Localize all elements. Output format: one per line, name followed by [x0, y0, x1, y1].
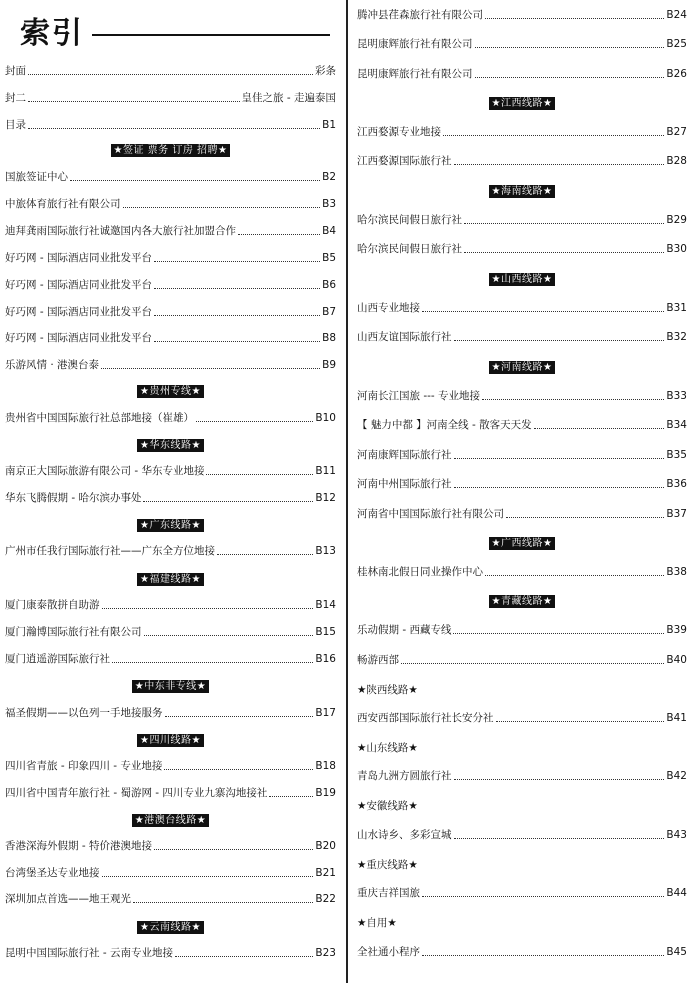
- section-heading: [357, 536, 687, 550]
- dot-leader: [175, 955, 313, 957]
- index-entry: [357, 65, 687, 83]
- entry-page-ref: B4: [322, 225, 336, 237]
- dot-leader: [28, 73, 313, 75]
- dot-leader: [422, 895, 664, 897]
- index-entry: [5, 596, 336, 614]
- dot-leader: [123, 206, 321, 208]
- section-heading-label: ★华东线路★: [137, 439, 204, 452]
- entry-page-ref: B16: [315, 653, 336, 665]
- entry-label: 福圣假期——以色列一手地接服务: [5, 707, 163, 719]
- dot-leader: [154, 848, 313, 850]
- dot-leader: [454, 163, 665, 165]
- entry-label: 好巧网 - 国际酒店同业批发平台: [5, 252, 152, 264]
- index-entry: [5, 757, 336, 775]
- entry-label: 青岛九洲方圆旅行社: [357, 770, 452, 782]
- dot-leader: [165, 715, 314, 717]
- index-entry: [5, 168, 336, 186]
- index-entry: [357, 621, 687, 639]
- index-entry: [5, 944, 336, 962]
- index-entry: [357, 211, 687, 229]
- index-entry: [357, 884, 687, 902]
- entry-label: 桂林南北假日同业操作中心: [357, 566, 483, 578]
- dot-leader: [443, 134, 664, 136]
- entry-label: 好巧网 - 国际酒店同业批发平台: [5, 332, 152, 344]
- entry-page-ref: B6: [322, 279, 336, 291]
- index-entry: [357, 35, 687, 53]
- dot-leader: [534, 427, 665, 429]
- dot-leader: [454, 837, 665, 839]
- index-entry: [5, 650, 336, 668]
- index-entry: [5, 784, 336, 802]
- dot-leader: [206, 473, 313, 475]
- section-heading: [5, 813, 336, 827]
- entry-label: 华东飞腾假期 - 哈尔滨办事处: [5, 492, 142, 504]
- index-entry: [5, 249, 336, 267]
- index-entry: [357, 299, 687, 317]
- dot-leader: [112, 661, 313, 663]
- section-heading: [5, 518, 336, 532]
- section-heading-label: ★云南线路★: [137, 921, 204, 934]
- entry-page-ref: B39: [666, 624, 687, 636]
- section-heading-label: ★海南线路★: [489, 185, 556, 198]
- index-entry: [357, 328, 687, 346]
- dot-leader: [154, 287, 320, 289]
- entry-label: 腾冲县荏森旅行社有限公司: [357, 9, 483, 21]
- index-entry: [5, 409, 336, 427]
- dot-leader: [238, 233, 320, 235]
- section-heading-label: ★中东非专线★: [132, 680, 209, 693]
- section-heading: [5, 572, 336, 586]
- index-entry: [5, 704, 336, 722]
- entry-page-ref: B30: [666, 243, 687, 255]
- index-entry: [5, 623, 336, 641]
- entry-label: 贵州省中国国际旅行社总部地接（崔雄）: [5, 412, 194, 424]
- entry-label: 重庆吉祥国旅: [357, 887, 420, 899]
- entry-page-ref: B45: [666, 946, 687, 958]
- entry-label: 昆明康辉旅行社有限公司: [357, 38, 473, 50]
- section-heading: ★安徽线路★: [357, 800, 418, 812]
- entry-page-ref: 彩条: [315, 65, 336, 77]
- section-heading: [5, 733, 336, 747]
- entry-page-ref: B22: [315, 893, 336, 905]
- dot-leader: [454, 339, 665, 341]
- section-heading-label: ★广东线路★: [137, 519, 204, 532]
- index-entry: [5, 489, 336, 507]
- entry-label: 好巧网 - 国际酒店同业批发平台: [5, 306, 152, 318]
- index-entry: [5, 89, 336, 107]
- dot-leader: [217, 553, 313, 555]
- index-entry: [5, 329, 336, 347]
- dot-leader: [485, 17, 664, 19]
- entry-page-ref: B7: [322, 306, 336, 318]
- entry-page-ref: B23: [315, 947, 336, 959]
- section-heading: [5, 143, 336, 157]
- index-entry: [5, 116, 336, 134]
- entry-page-ref: B3: [322, 198, 336, 210]
- dot-leader: [154, 260, 320, 262]
- index-entry: [357, 563, 687, 581]
- index-entry: [5, 462, 336, 480]
- dot-leader: [28, 100, 240, 102]
- entry-page-ref: B28: [666, 155, 687, 167]
- section-heading: ★自用★: [357, 917, 397, 929]
- section-heading-label: ★河南线路★: [489, 361, 556, 374]
- entry-page-ref: B15: [315, 626, 336, 638]
- entry-label: 乐动假期 - 西藏专线: [357, 624, 452, 636]
- entry-page-ref: B10: [315, 412, 336, 424]
- section-heading: [5, 679, 336, 693]
- entry-page-ref: B31: [666, 302, 687, 314]
- index-entry: [357, 943, 687, 961]
- entry-label: 河南康辉国际旅行社: [357, 449, 452, 461]
- dot-leader: [143, 500, 313, 502]
- section-heading: [357, 184, 687, 198]
- entry-page-ref: B32: [666, 331, 687, 343]
- dot-leader: [422, 310, 664, 312]
- entry-label: 广州市任我行国际旅行社——广东全方位地接: [5, 545, 215, 557]
- section-heading-label: ★江西线路★: [489, 97, 556, 110]
- section-heading: [5, 438, 336, 452]
- entry-label: 江西婺源国际旅行社: [357, 155, 452, 167]
- entry-label: 四川省青旅 - 印象四川 - 专业地接: [5, 760, 163, 772]
- dot-leader: [475, 46, 665, 48]
- entry-label: 中旅体育旅行社有限公司: [5, 198, 121, 210]
- index-entry: [357, 826, 687, 844]
- section-heading: [5, 920, 336, 934]
- index-entry: [5, 864, 336, 882]
- section-heading: [357, 96, 687, 110]
- section-heading-label: ★山西线路★: [489, 273, 556, 286]
- column-divider: [346, 0, 348, 983]
- section-heading-label: ★四川线路★: [137, 734, 204, 747]
- section-heading: ★陕西线路★: [357, 684, 418, 696]
- entry-page-ref: B33: [666, 390, 687, 402]
- entry-page-ref: B24: [666, 9, 687, 21]
- dot-leader: [464, 251, 664, 253]
- entry-label: 山水诗乡、多彩宣城: [357, 829, 452, 841]
- entry-page-ref: B12: [315, 492, 336, 504]
- dot-leader: [269, 795, 313, 797]
- section-heading-label: ★港澳台线路★: [132, 814, 209, 827]
- dot-leader: [453, 632, 664, 634]
- entry-label: 香港深海外假期 - 特价港澳地接: [5, 840, 152, 852]
- index-entry: [5, 356, 336, 374]
- entry-label: 厦门康泰散拼自助游: [5, 599, 100, 611]
- section-heading-label: ★青藏线路★: [489, 595, 556, 608]
- dot-leader: [154, 314, 320, 316]
- index-entry: [5, 62, 336, 80]
- entry-label: 厦门逍遥游国际旅行社: [5, 653, 110, 665]
- entry-page-ref: B34: [666, 419, 687, 431]
- dot-leader: [70, 179, 320, 181]
- index-entry: [357, 767, 687, 785]
- entry-page-ref: B18: [315, 760, 336, 772]
- entry-label: 乐游风情 · 港澳台泰: [5, 359, 100, 371]
- entry-page-ref: B36: [666, 478, 687, 490]
- index-entry: [357, 446, 687, 464]
- index-entry: [357, 416, 687, 434]
- section-heading-label: ★贵州专线★: [137, 385, 204, 398]
- section-heading: [5, 384, 336, 398]
- entry-label: 西安西部国际旅行社长安分社: [357, 712, 494, 724]
- entry-label: 四川省中国青年旅行社 - 蜀游网 - 四川专业九寨沟地接社: [5, 787, 268, 799]
- dot-leader: [102, 607, 314, 609]
- entry-page-ref: B38: [666, 566, 687, 578]
- entry-page-ref: B8: [322, 332, 336, 344]
- index-entry: [357, 505, 687, 523]
- entry-label: 河南省中国国际旅行社有限公司: [357, 508, 504, 520]
- section-heading: ★重庆线路★: [357, 859, 418, 871]
- entry-page-ref: B37: [666, 508, 687, 520]
- index-entry: [357, 651, 687, 669]
- dot-leader: [422, 954, 664, 956]
- dot-leader: [454, 457, 665, 459]
- entry-page-ref: B11: [315, 465, 336, 477]
- index-entry: [5, 222, 336, 240]
- entry-page-ref: B35: [666, 449, 687, 461]
- index-entry: [357, 240, 687, 258]
- section-heading: [357, 272, 687, 286]
- dot-leader: [101, 367, 320, 369]
- entry-label: 全社通小程序: [357, 946, 420, 958]
- entry-label: 深圳加点首选——地王观光: [5, 893, 131, 905]
- dot-leader: [454, 486, 665, 488]
- entry-label: 畅游西部: [357, 654, 399, 666]
- entry-page-ref: B21: [315, 867, 336, 879]
- entry-label: 昆明中国国际旅行社 - 云南专业地接: [5, 947, 173, 959]
- entry-label: 封二: [5, 92, 26, 104]
- dot-leader: [506, 516, 664, 518]
- entry-page-ref: B20: [315, 840, 336, 852]
- entry-page-ref: B26: [666, 68, 687, 80]
- dot-leader: [102, 875, 314, 877]
- title-block: [20, 14, 330, 54]
- entry-page-ref: B1: [322, 119, 336, 131]
- dot-leader: [454, 778, 665, 780]
- entry-label: 山西友谊国际旅行社: [357, 331, 452, 343]
- dot-leader: [475, 76, 665, 78]
- section-heading-label: ★福建线路★: [137, 573, 204, 586]
- entry-label: 国旅签证中心: [5, 171, 68, 183]
- index-entry: [357, 6, 687, 24]
- entry-label: 目录: [5, 119, 26, 131]
- dot-leader: [154, 340, 320, 342]
- entry-page-ref: B13: [315, 545, 336, 557]
- dot-leader: [164, 768, 313, 770]
- entry-label: 昆明康辉旅行社有限公司: [357, 68, 473, 80]
- entry-label: 哈尔滨民间假日旅行社: [357, 214, 462, 226]
- entry-page-ref: B2: [322, 171, 336, 183]
- entry-label: 哈尔滨民间假日旅行社: [357, 243, 462, 255]
- section-heading: ★山东线路★: [357, 742, 418, 754]
- entry-page-ref: B5: [322, 252, 336, 264]
- dot-leader: [28, 127, 320, 129]
- entry-page-ref: B27: [666, 126, 687, 138]
- entry-page-ref: B17: [315, 707, 336, 719]
- index-entry: [5, 195, 336, 213]
- index-entry: [5, 837, 336, 855]
- entry-label: 台湾堡圣达专业地接: [5, 867, 100, 879]
- entry-label: 山西专业地接: [357, 302, 420, 314]
- entry-page-ref: B41: [666, 712, 687, 724]
- entry-page-ref: B44: [666, 887, 687, 899]
- entry-label: 封面: [5, 65, 26, 77]
- entry-page-ref: 皇佳之旅 - 走遍泰国: [241, 92, 336, 104]
- dot-leader: [133, 901, 313, 903]
- dot-leader: [144, 634, 314, 636]
- entry-page-ref: B19: [315, 787, 336, 799]
- entry-page-ref: B14: [315, 599, 336, 611]
- section-heading: [357, 594, 687, 608]
- index-entry: [5, 303, 336, 321]
- entry-page-ref: B40: [666, 654, 687, 666]
- entry-label: 河南中州国际旅行社: [357, 478, 452, 490]
- index-entry: [357, 709, 687, 727]
- entry-label: 迪拜龚雨国际旅行社诚邀国内各大旅行社加盟合作: [5, 225, 236, 237]
- index-entry: [357, 123, 687, 141]
- entry-label: 厦门瀚博国际旅行社有限公司: [5, 626, 142, 638]
- section-heading: [357, 360, 687, 374]
- right-column: [353, 0, 699, 983]
- index-entry: [5, 890, 336, 908]
- page-title: 索引: [20, 16, 84, 51]
- index-entry: [357, 152, 687, 170]
- section-heading-label: ★广西线路★: [489, 537, 556, 550]
- dot-leader: [482, 398, 664, 400]
- index-entry: [357, 387, 687, 405]
- entry-label: 江西婺源专业地接: [357, 126, 441, 138]
- entry-page-ref: B9: [322, 359, 336, 371]
- index-entry: [5, 542, 336, 560]
- section-heading-label: ★签证 票务 订房 招聘★: [111, 144, 231, 157]
- left-column: [0, 0, 342, 983]
- index-entry: [5, 276, 336, 294]
- dot-leader: [196, 420, 313, 422]
- entry-label: 河南长江国旅 --- 专业地接: [357, 390, 481, 402]
- entry-page-ref: B43: [666, 829, 687, 841]
- entry-label: 【 魅力中都 】河南全线 - 散客天天发: [357, 419, 532, 431]
- dot-leader: [496, 720, 665, 722]
- entry-page-ref: B42: [666, 770, 687, 782]
- dot-leader: [464, 222, 664, 224]
- index-entry: [357, 475, 687, 493]
- entry-page-ref: B29: [666, 214, 687, 226]
- entry-label: 好巧网 - 国际酒店同业批发平台: [5, 279, 152, 291]
- dot-leader: [401, 662, 664, 664]
- dot-leader: [485, 574, 664, 576]
- title-rule: [92, 34, 330, 36]
- entry-page-ref: B25: [666, 38, 687, 50]
- entry-label: 南京正大国际旅游有限公司 - 华东专业地接: [5, 465, 205, 477]
